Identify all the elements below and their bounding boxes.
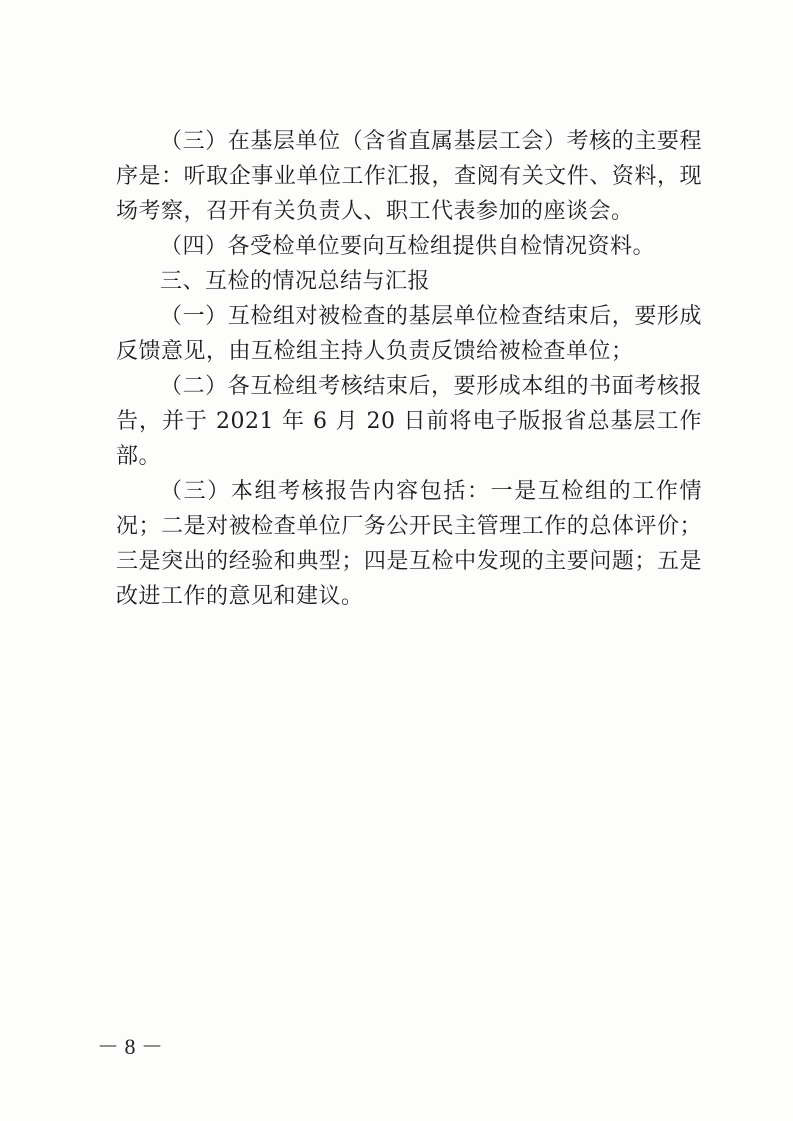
document-body xyxy=(116,124,702,614)
section-heading: 三、互检的情况总结与汇报 xyxy=(160,269,431,294)
page-number: － 8 － xyxy=(96,1034,163,1059)
paragraph-procedure: （三）在基层单位（含省直属基层工会）考核的主要程序是：听取企事业单位工作汇报，查阅有关文件、资料，现场考察，召开有关负责人、职工代表参加的座谈会。 xyxy=(116,129,702,224)
paragraph-feedback: （一）互检组对被检查的基层单位检查结束后，要形成反馈意见，由互检组主持人负责反馈给被检查单位； xyxy=(116,304,702,364)
paragraph-report-contents: （三）本组考核报告内容包括：一是互检组的工作情况；二是对被检查单位厂务公开民主管理工作的总体评价；三是突出的经验和典型；四是互检中发现的主要问题；五是改进工作的意见和建议。 xyxy=(116,479,702,609)
paragraph-written-report: （二）各互检组考核结束后，要形成本组的书面考核报告，并于 2021 年 6 月 20 日前将电子版报省总基层工作部。 xyxy=(116,374,702,469)
paragraph-self-check-materials: （四）各受检单位要向互检组提供自检情况资料。 xyxy=(160,234,656,259)
